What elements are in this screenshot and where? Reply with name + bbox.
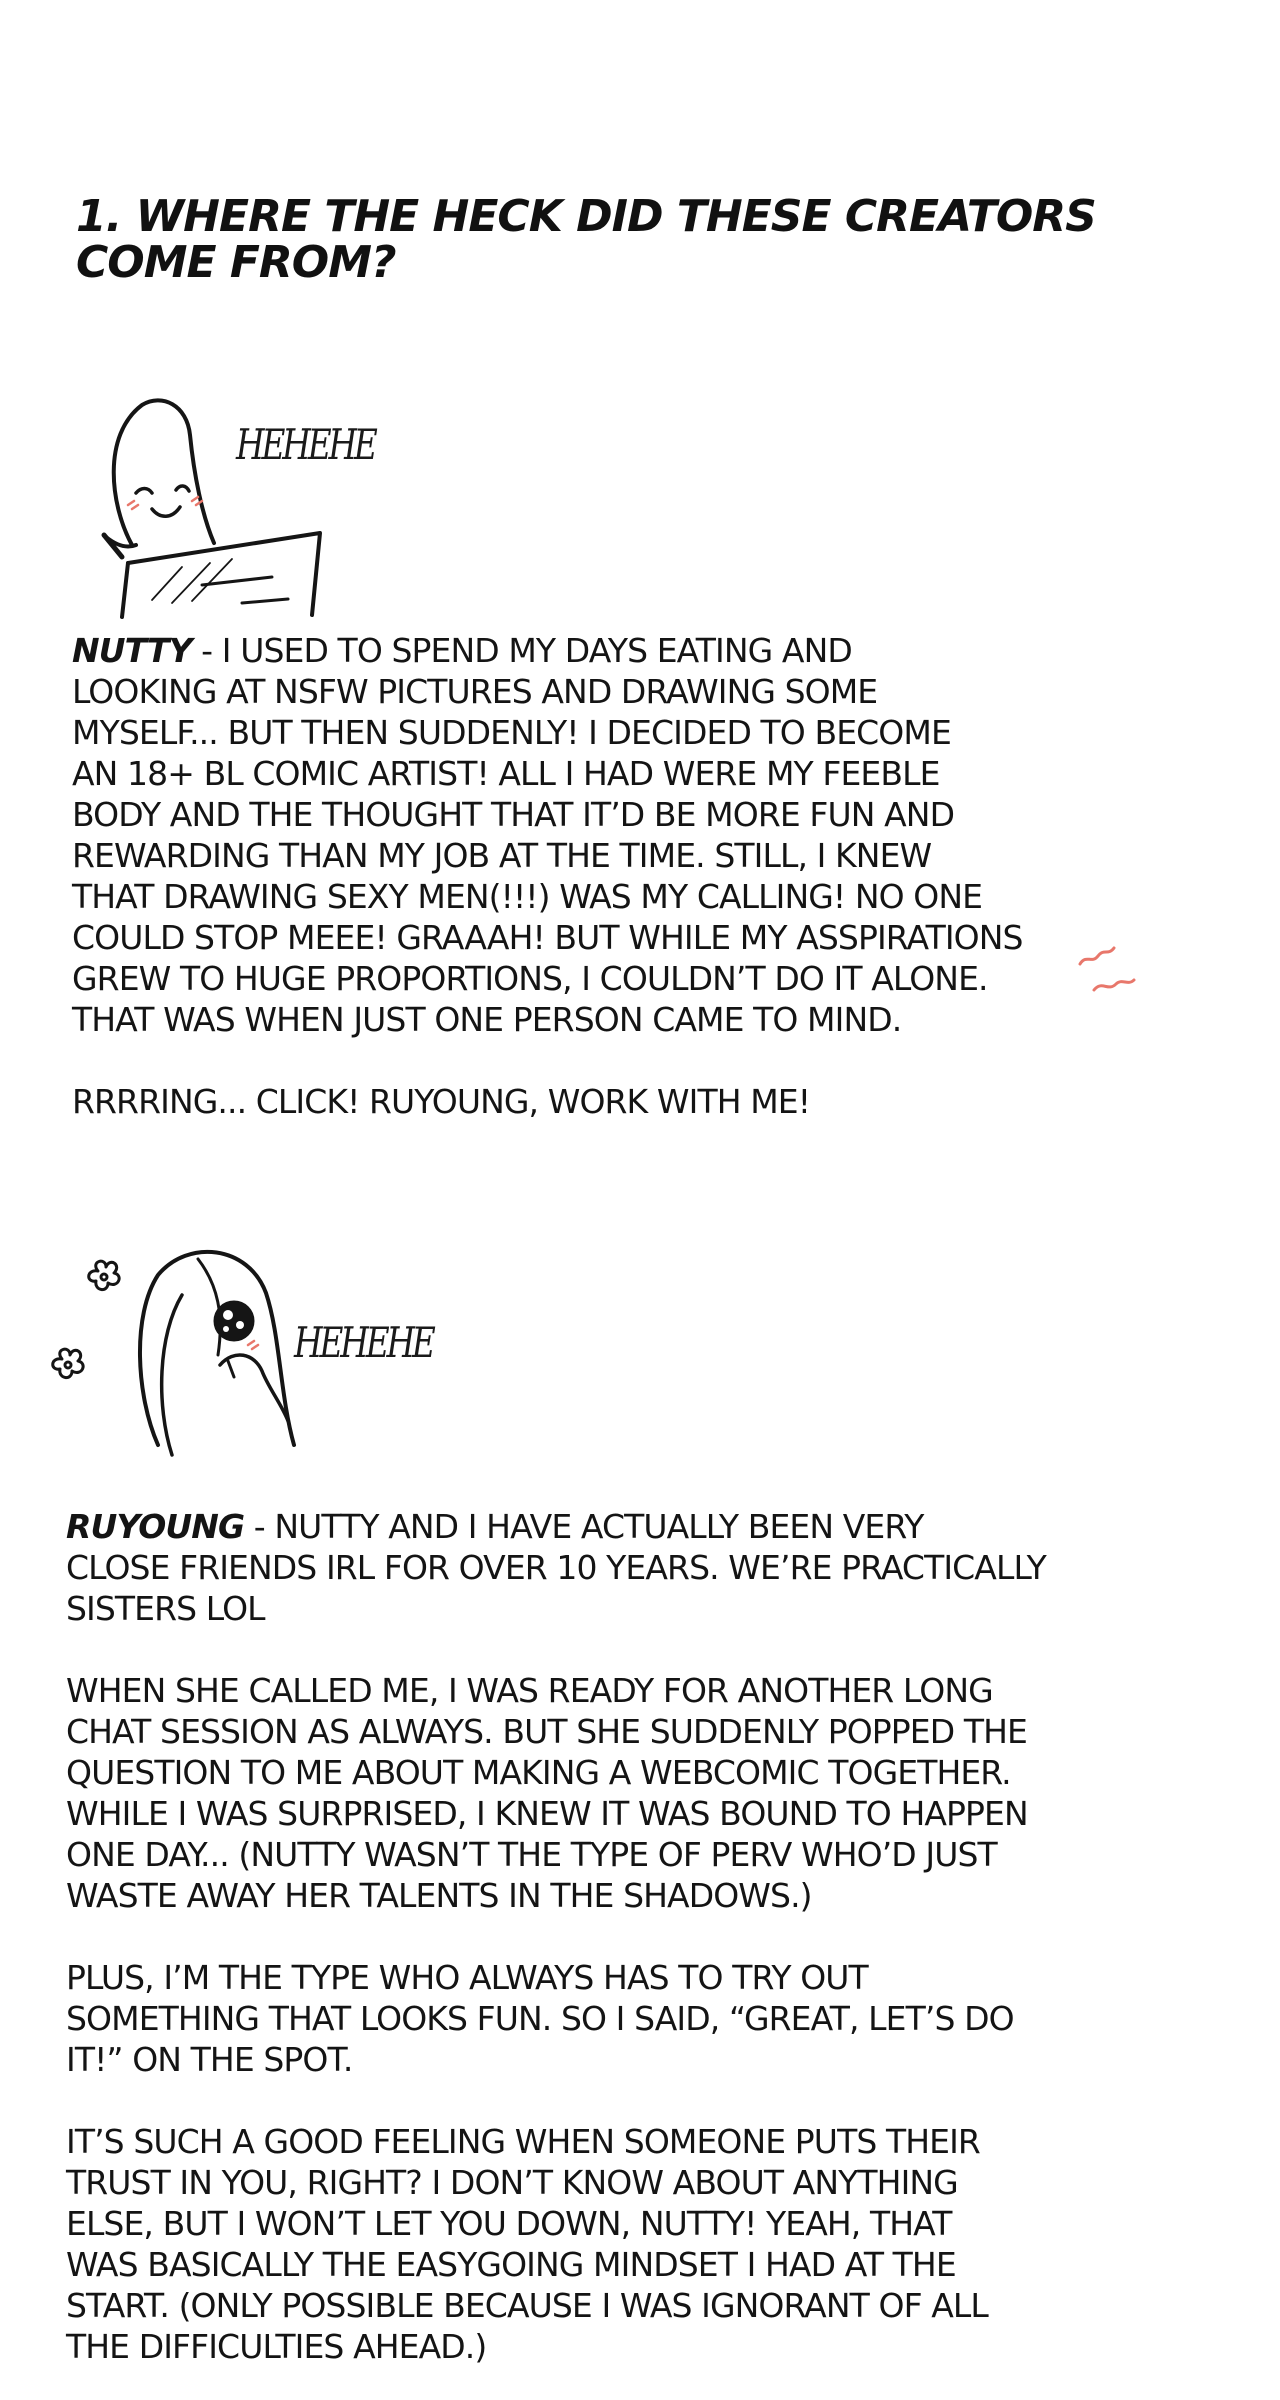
ruyoung-p2-line-4: WHILE I WAS SURPRISED, I KNEW IT WAS BOUND TO HAPPEN: [66, 1794, 1028, 1833]
nutty-line-3: MYSELF... BUT THEN SUDDENLY! I DECIDED TO BECOME: [72, 713, 951, 752]
paragraph-gap: [66, 1916, 1196, 1957]
nutty-line-8: COULD STOP MEEE! GRAAAH! BUT WHILE MY ASSPIRATIONS: [72, 918, 1023, 957]
ruyoung-p3-line-2: SOMETHING THAT LOOKS FUN. SO I SAID, “GREAT, LET’S DO: [66, 1999, 1014, 2038]
squiggle-accent-icon: [1074, 940, 1138, 1002]
nutty-line-10: THAT WAS WHEN JUST ONE PERSON CAME TO MIND.: [72, 1000, 902, 1039]
speaker-name-nutty: NUTTY: [72, 631, 192, 670]
nutty-line-2: LOOKING AT NSFW PICTURES AND DRAWING SOME: [72, 672, 878, 711]
ruyoung-p4-line-1: IT’S SUCH A GOOD FEELING WHEN SOMEONE PUTS THEIR: [66, 2122, 980, 2161]
ruyoung-p4-line-3: ELSE, BUT I WON’T LET YOU DOWN, NUTTY! YEAH, THAT: [66, 2204, 952, 2243]
ruyoung-p3-line-3: IT!” ON THE SPOT.: [66, 2040, 353, 2079]
nutty-line-5: BODY AND THE THOUGHT THAT IT’D BE MORE FUN AND: [72, 795, 955, 834]
ruyoung-paragraph-1: [66, 1506, 1196, 1629]
heading-line-1: 1. WHERE THE HECK DID THESE CREATORS: [76, 191, 1096, 242]
paragraph-gap: [66, 1629, 1196, 1670]
ruyoung-giggle-text: HEHEHE: [294, 1318, 433, 1367]
ruyoung-p1-line-2: CLOSE FRIENDS IRL FOR OVER 10 YEARS. WE’RE PRACTICALLY: [66, 1548, 1046, 1587]
nutty-paragraph: [72, 630, 1132, 1040]
ruyoung-p1-line-3: SISTERS LOL: [66, 1589, 265, 1628]
paragraph-gap: [66, 2080, 1196, 2121]
nutty-line-7: THAT DRAWING SEXY MEN(!!!) WAS MY CALLING! NO ONE: [72, 877, 983, 916]
ruyoung-p2-line-3: QUESTION TO ME ABOUT MAKING A WEBCOMIC TOGETHER.: [66, 1753, 1011, 1792]
blush-marks: [248, 1341, 258, 1349]
ruyoung-p4-line-5: START. (ONLY POSSIBLE BECAUSE I WAS IGNORANT OF ALL: [66, 2286, 988, 2325]
speaker-dash: -: [244, 1507, 275, 1546]
nutty-line-6: REWARDING THAN MY JOB AT THE TIME. STILL, I KNEW: [72, 836, 932, 875]
section-heading: [76, 191, 1176, 288]
ruyoung-paragraph-3: [66, 1957, 1196, 2080]
ruyoung-p3-line-1: PLUS, I’M THE TYPE WHO ALWAYS HAS TO TRY OUT: [66, 1958, 868, 1997]
ruyoung-p2-line-5: ONE DAY... (NUTTY WASN’T THE TYPE OF PERV WHO’D JUST: [66, 1835, 997, 1874]
ruyoung-p4-line-6: THE DIFFICULTIES AHEAD.): [66, 2327, 487, 2366]
nutty-line-4: AN 18+ BL COMIC ARTIST! ALL I HAD WERE MY FEEBLE: [72, 754, 940, 793]
ruyoung-p4-line-4: WAS BASICALLY THE EASYGOING MINDSET I HAD AT THE: [66, 2245, 956, 2284]
ruyoung-p4-line-2: TRUST IN YOU, RIGHT? I DON’T KNOW ABOUT ANYTHING: [66, 2163, 958, 2202]
ruyoung-line-1: RUYOUNG - NUTTY AND I HAVE ACTUALLY BEEN VERY: [66, 1507, 924, 1546]
ruyoung-p2-line-6: WASTE AWAY HER TALENTS IN THE SHADOWS.): [66, 1876, 812, 1915]
nutty-closing: [72, 1081, 1132, 1122]
ruyoung-intro-text: [66, 1506, 1196, 2367]
nutty-line-9: GREW TO HUGE PROPORTIONS, I COULDN’T DO IT ALONE.: [72, 959, 988, 998]
nutty-giggle-text: HEHEHE: [236, 420, 375, 469]
paragraph-gap: [72, 1040, 1132, 1081]
heading-line-2: COME FROM?: [76, 237, 396, 288]
blush-marks: [128, 497, 202, 509]
speaker-dash: -: [191, 631, 222, 670]
nutty-intro-text: [72, 630, 1132, 1122]
nutty-line-1: NUTTY - I USED TO SPEND MY DAYS EATING AND: [72, 631, 852, 670]
nutty-closing-line: RRRRING... CLICK! RUYOUNG, WORK WITH ME!: [72, 1082, 811, 1121]
ruyoung-p2-line-1: WHEN SHE CALLED ME, I WAS READY FOR ANOTHER LONG: [66, 1671, 993, 1710]
ruyoung-paragraph-2: [66, 1670, 1196, 1916]
speaker-name-ruyoung: RUYOUNG: [66, 1507, 245, 1546]
flower-sparkle-icon: [53, 1261, 119, 1377]
ruyoung-paragraph-4: [66, 2121, 1196, 2367]
ruyoung-p2-line-2: CHAT SESSION AS ALWAYS. BUT SHE SUDDENLY POPPED THE: [66, 1712, 1027, 1751]
